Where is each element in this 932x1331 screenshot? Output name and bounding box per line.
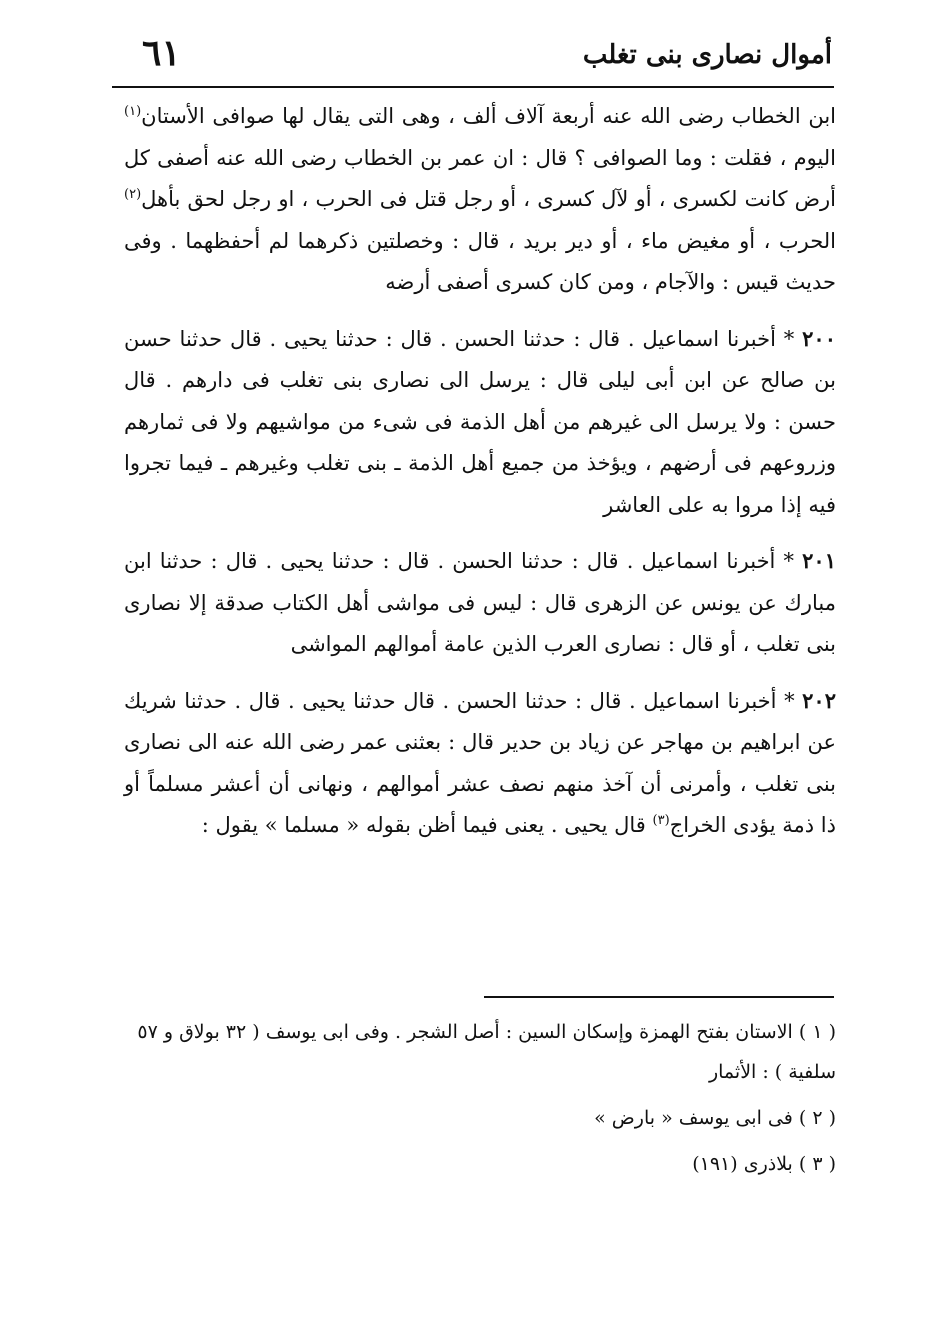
footnote-reference: (٢) [124,187,142,202]
running-title: أموال نصارى بنى تغلب [582,40,832,70]
paragraph-201 [124,540,836,666]
paragraph-continuation [124,96,836,304]
page-header [112,32,832,84]
footnote-2: ( ٢ ) فى ابى يوسف « بارض » [594,1107,836,1129]
footnote-reference: (٣) [652,813,670,828]
main-text [124,96,836,847]
footnotes [124,1012,836,1190]
paragraph-text: * أخبرنا اسماعيل . قال : حدثنا الحسن . قال حدثنا يحيى . قال . حدثنا شريك عن ابراهيم بن مهاجر عن زياد بن حدير قال : بعثنى عمر رضى الله عنه الى نصارى بنى تغلب ، وأمرنى أن آخذ منهم نصف عشر أموالهم ، ونهانى أن أعشر مسلماً أو ذا ذمة يؤدى الخراج [124,688,836,837]
paragraph-202 [124,680,836,847]
footnote-reference: (١) [124,104,142,119]
footnote-1: ( ١ ) الاستان بفتح الهمزة وإسكان السين : أصل الشجر . وفى ابى يوسف ( ٣٢ بولاق و ٥٧ سلفية ) : الأثمار [137,1021,836,1083]
paragraph-200 [124,318,836,527]
paragraph-text: ابن الخطاب رضى الله عنه أربعة آلاف ألف ، وهى التى يقال لها صوافى الأستان [141,104,836,128]
paragraph-number: ٢٠٢ [802,687,836,713]
footnote-divider [484,996,834,998]
paragraph-text: قال يحيى . يعنى فيما أظن بقوله « مسلما » يقول : [201,813,653,837]
page-number: ٦١ [142,32,181,74]
paragraph-text: الحرب ، أو مغيض ماء ، أو دير بريد ، قال : وخصلتين ذكرهما لم أحفظهما . وفى حديث قيس : والآجام ، ومن كان كسرى أصفى أرضه [124,228,836,294]
paragraph-number: ٢٠١ [802,548,836,573]
paragraph-text: اليوم ، فقلت : وما الصوافى ؟ قال : ان عمر بن الخطاب رضى الله عنه أصفى كل أرض كانت لكسرى ، أو لآل كسرى ، أو رجل قتل فى الحرب ، او رجل لحق بأهل [124,145,836,211]
footnote-3: ( ٣ ) بلاذرى (١٩١) [692,1153,836,1175]
header-divider [112,86,834,88]
paragraph-number: ٢٠٠ [802,325,836,351]
paragraph-text: * أخبرنا اسماعيل . قال : حدثنا الحسن . قال : حدثنا يحيى . قال حدثنا حسن بن صالح عن ابن أبى ليلى قال : يرسل الى نصارى بنى تغلب فى دارهم . قال حسن : ولا يرسل الى غيرهم من أهل الذمة فى شىء من مواشيهم ولا فى ثمارهم وزروعهم فى أرضهم ، ويؤخذ من جميع أهل الذمة ـ بنى تغلب وغيرهم ـ فيما تجروا فيه إذا مروا به على العاشر [124,326,836,517]
paragraph-text: * أخبرنا اسماعيل . قال : حدثنا الحسن . قال : حدثنا يحيى . قال : حدثنا ابن مبارك عن يونس عن الزهرى قال : ليس فى مواشى أهل الكتاب صدقة إلا نصارى بنى تغلب ، أو قال : نصارى العرب الذين عامة أموالهم المواشى [124,549,836,656]
